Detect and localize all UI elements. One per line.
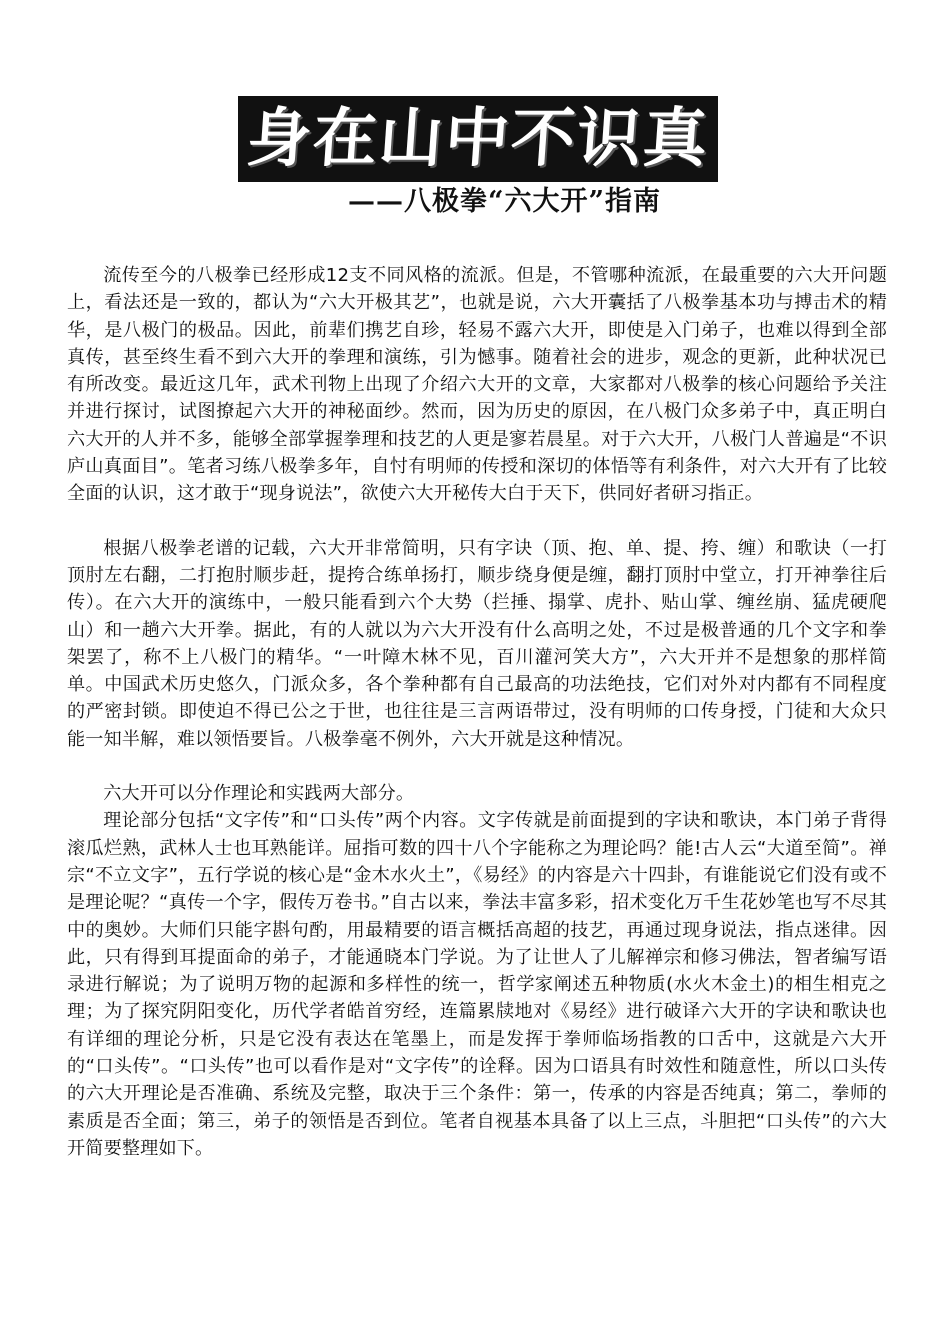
paragraph-4: 理论部分包括“文字传”和“口头传”两个内容。文字传就是前面提到的字诀和歌诀，本门弟子背得滚瓜烂熟，武林人士也耳熟能详。屈指可数的四十八个字能称之为理论吗？能!古人云“大道至简”。禅宗“不立文字”，五行学说的核心是“金木水火土”，《易经》的内容是六十四卦，有谁能说它们没有或不是理论呢？“真传一个字，假传万卷书。”自古以来，拳法丰富多彩，招术变化万千生花妙笔也写不尽其中的奥妙。大师们只能字斟句酌，用最精要的语言概括高超的技艺，再通过现身说法，指点迷律。因此，只有得到耳提面命的弟子，才能通晓本门学说。为了让世人了儿解禅宗和修习佛法，智者编写语录进行解说；为了说明万物的起源和多样性的统一，哲学家阐述五种物质(水火木金土)的相生相克之理；为了探究阴阳变化，历代学者皓首穷经，连篇累牍地对《易经》进行破译六大开的字诀和歌诀也有详细的理论分析，只是它没有表达在笔墨上，而是发挥于拳师临场指教的口舌中，这就是六大开的“口头传”。“口头传”也可以看作是对“文字传”的诠释。因为口语具有时效性和随意性，所以口头传的六大开理论是否准确、系统及完整，取决于三个条件：第一，传承的内容是否纯真；第二，拳师的素质是否全面；第三，弟子的领悟是否到位。笔者自视基本具备了以上三点，斗胆把“口头传”的六大开简要整理如下。 bbox=[67, 810, 887, 1159]
paragraph-2: 根据八极拳老谱的记载，六大开非常简明，只有字诀（顶、抱、单、提、挎、缠）和歌诀（一打顶肘左右翻，二打抱肘顺步赶，提挎合练单扬打，顺步绕身便是缠，翻打顶肘中堂立，打开神拳往后传）。在六大开的演练中，一般只能看到六个大势（拦捶、搨掌、虎扑、贴山掌、缠丝崩、猛虎硬爬山）和一趟六大开拳。据此，有的人就以为六大开没有什么高明之处，不过是极普通的几个文字和拳架罢了，称不上八极门的精华。“一叶障木林不见，百川灌河笑大方”，六大开并不是想象的那样简单。中国武术历史悠久，门派众多，各个拳种都有自己最高的功法绝技，它们对外对内都有不同程度的严密封锁。即使迫不得已公之于世，也往往是三言两语带过，没有明师的口传身授，门徒和大众只能一知半解，难以领悟要旨。八极拳毫不例外，六大开就是这种情况。 bbox=[67, 537, 887, 750]
paragraph-gap bbox=[67, 753, 887, 780]
main-title-text: 身在山中不识真 bbox=[244, 101, 712, 176]
title-banner bbox=[238, 96, 718, 218]
paragraph-3: 六大开可以分作理论和实践两大部分。 bbox=[103, 783, 415, 805]
subtitle: ——八极拳“六大开”指南 bbox=[348, 186, 662, 217]
paragraph-gap bbox=[67, 508, 887, 535]
article-body bbox=[67, 262, 887, 1162]
main-title bbox=[238, 96, 718, 182]
paragraph-1: 流传至今的八极拳已经形成12支不同风格的流派。但是，不管哪种流派，在最重要的六大开问题上，看法还是一致的，都认为“六大开极其艺”，也就是说，六大开囊括了八极拳基本功与搏击术的精华，是八极门的极品。因此，前辈们携艺自珍，轻易不露六大开，即使是入门弟子，也难以得到全部真传，甚至终生看不到六大开的拳理和演练，引为憾事。随着社会的进步，观念的更新，此种状况已有所改变。最近这几年，武术刊物上出现了介绍六大开的文章，大家都对八极拳的核心问题给予关注并进行探讨，试图撩起六大开的神秘面纱。然而，因为历史的原因，在八极门众多弟子中，真正明白六大开的人并不多，能够全部掌握拳理和技艺的人更是寥若晨星。对于六大开，八极门人普遍是“不识庐山真面目”。笔者习练八极拳多年，自忖有明师的传授和深切的体悟等有利条件，对六大开有了比较全面的认识，这才敢于“现身说法”，欲使六大开秘传大白于天下，供同好者研习指正。 bbox=[67, 265, 887, 505]
